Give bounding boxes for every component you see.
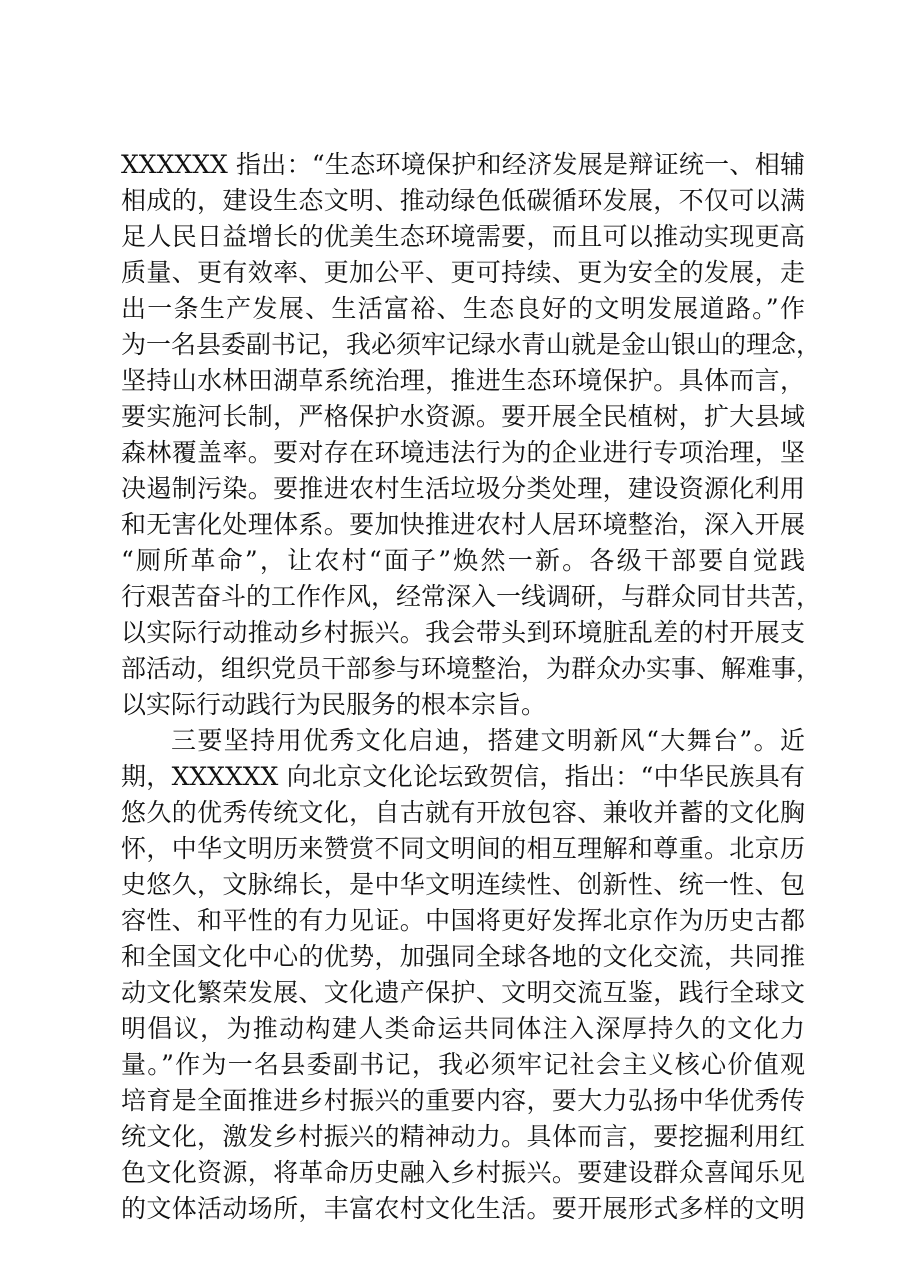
text-line: 以实际行动推动乡村振兴。我会带头到环境脏乱差的村开展支 bbox=[121, 618, 805, 647]
text-line: 要实施河长制，严格保护水资源。要开展全民植树，扩大县域 bbox=[121, 402, 805, 431]
text-line: 明倡议，为推动构建人类命运共同体注入深厚持久的文化力 bbox=[121, 1014, 805, 1043]
text-line: 悠久的优秀传统文化，自古就有开放包容、兼收并蓄的文化胸 bbox=[121, 798, 805, 827]
text-line: 森林覆盖率。要对存在环境违法行为的企业进行专项治理，坚 bbox=[121, 438, 805, 467]
text-line: 以实际行动践行为民服务的根本宗旨。 bbox=[121, 690, 547, 719]
text-line: 容性、和平性的有力见证。中国将更好发挥北京作为历史古都 bbox=[121, 906, 805, 935]
text-line: 足人民日益增长的优美生态环境需要，而且可以推动实现更高 bbox=[121, 222, 805, 251]
text-line: XXXXXX 指出：“生态环境保护和经济发展是辩证统一、相辅 bbox=[121, 150, 805, 179]
text-line: 部活动，组织党员干部参与环境整治，为群众办实事、解难事， bbox=[121, 654, 822, 683]
text-line: 色文化资源，将革命历史融入乡村振兴。要建设群众喜闻乐见 bbox=[121, 1158, 805, 1187]
text-line: 相成的，建设生态文明、推动绿色低碳循环发展，不仅可以满 bbox=[121, 186, 805, 215]
paragraph-ecology bbox=[121, 147, 822, 723]
text-line: 行艰苦奋斗的工作作风，经常深入一线调研，与群众同甘共苦， bbox=[121, 582, 822, 611]
text-line: 期，XXXXXX 向北京文化论坛致贺信，指出：“中华民族具有 bbox=[121, 762, 805, 791]
text-line: 坚持山水林田湖草系统治理，推进生态环境保护。具体而言， bbox=[121, 366, 805, 395]
text-line: 怀，中华文明历来赞赏不同文明间的相互理解和尊重。北京历 bbox=[121, 834, 805, 863]
document-body bbox=[121, 147, 822, 1227]
text-line: “厕所革命”，让农村“面子”焕然一新。各级干部要自觉践 bbox=[121, 546, 805, 575]
text-line: 史悠久，文脉绵长，是中华文明连续性、创新性、统一性、包 bbox=[121, 870, 805, 899]
paragraph-culture bbox=[121, 723, 805, 1227]
text-line: 三要坚持用优秀文化启迪，搭建文明新风“大舞台”。近 bbox=[171, 726, 805, 755]
text-line: 为一名县委副书记，我必须牢记绿水青山就是金山银山的理念， bbox=[121, 330, 822, 359]
text-line: 出一条生产发展、生活富裕、生态良好的文明发展道路。”作 bbox=[121, 294, 805, 323]
text-line: 动文化繁荣发展、文化遗产保护、文明交流互鉴，践行全球文 bbox=[121, 978, 805, 1007]
text-line: 量。”作为一名县委副书记，我必须牢记社会主义核心价值观 bbox=[121, 1050, 805, 1079]
text-line: 培育是全面推进乡村振兴的重要内容，要大力弘扬中华优秀传 bbox=[121, 1086, 805, 1115]
text-line: 统文化，激发乡村振兴的精神动力。具体而言，要挖掘利用红 bbox=[121, 1122, 805, 1151]
text-line: 和全国文化中心的优势，加强同全球各地的文化交流，共同推 bbox=[121, 942, 805, 971]
text-line: 决遏制污染。要推进农村生活垃圾分类处理，建设资源化利用 bbox=[121, 474, 805, 503]
text-line: 质量、更有效率、更加公平、更可持续、更为安全的发展，走 bbox=[121, 258, 805, 287]
text-line: 和无害化处理体系。要加快推进农村人居环境整治，深入开展 bbox=[121, 510, 805, 539]
text-line: 的文体活动场所，丰富农村文化生活。要开展形式多样的文明 bbox=[121, 1194, 805, 1223]
